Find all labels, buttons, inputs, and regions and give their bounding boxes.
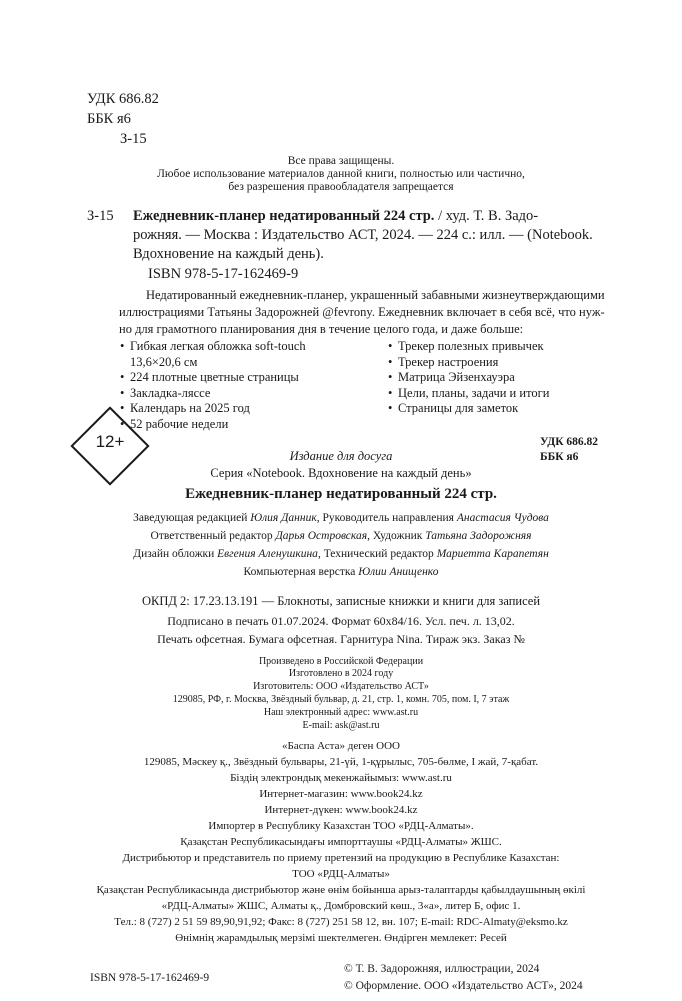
credits-line-2 (0, 530, 682, 542)
print-info-1: Подписано в печать 01.07.2024. Формат 60х84/16. Усл. печ. л. 13,02. (167, 614, 515, 628)
kz-line: Интернет-дүкен: www.book24.kz (264, 804, 418, 816)
credit-person: Юлия Данник (250, 512, 317, 524)
features-right-list (388, 339, 549, 417)
kz-line: ТОО «РДЦ-Алматы» (292, 868, 390, 880)
age-rating-label: 12+ (95, 432, 125, 451)
features-left-list (120, 339, 306, 433)
kz-line: Біздің электрондық мекенжайымыз: www.ast.ru (230, 772, 452, 784)
kz-line: Дистрибьютор и представитель по приему претензий на продукцию в Республике Казахстан: (122, 852, 560, 864)
credit-person: Анастасия Чудова (456, 512, 549, 524)
rights-line-2: Любое использование материалов данной книги, полностью или частично, (157, 168, 525, 180)
production-line: Наш электронный адрес: www.ast.ru (263, 707, 419, 718)
author-sign: З-15 (120, 131, 147, 147)
rights-line-3: без разрешения правообладателя запрещается (228, 181, 454, 193)
main-title: Ежедневник-планер недатированный 224 стр. (185, 486, 497, 502)
list-item-cont-text: 13,6×20,6 см (130, 354, 198, 369)
rights-line-1: Все права защищены. (287, 155, 395, 167)
kz-line: 129085, Мәскеу қ., Звёздный бульвары, 21-үй, 1-құрылыс, 705-бөлме, I жай, 7-қабат. (143, 756, 539, 768)
description-line-2: иллюстрациями Татьяны Задорожней @fevrony. Ежедневник включает в себя всё, что нуж- (119, 305, 605, 319)
production-line: E-mail: ask@ast.ru (302, 720, 380, 731)
kz-line: «РДЦ-Алматы» ЖШС, Алматы қ., Домбровский көш., 3«а», литер Б, офис 1. (161, 900, 521, 912)
kz-line: Импортер в Республику Казахстан ТОО «РДЦ-Алматы». (208, 820, 474, 832)
entry-line-1 (133, 208, 538, 225)
credit-role: Дизайн обложки (133, 548, 218, 560)
credit-person: Дарья Островская (275, 530, 368, 542)
credit-role: Заведующая редакцией (133, 512, 251, 524)
list-item: • 52 рабочие недели (120, 417, 306, 433)
entry-line-3: Вдохновение на каждый день). (133, 246, 324, 262)
kz-line: Қазақстан Республикасында дистрибьютор және өнім бойынша арыз-талаптарды қабылдаушының өкілі (96, 884, 586, 896)
credits-line-1 (0, 512, 682, 524)
credit-role: Компьютерная верстка (243, 566, 359, 578)
kz-line: Қазақстан Республикасындағы импорттаушы «РДЦ-Алматы» ЖШС. (180, 836, 502, 848)
credits-line-3 (0, 548, 682, 560)
credit-person: Мариетта Карапетян (436, 548, 549, 560)
okpd-code: ОКПД 2: 17.23.13.191 — Блокноты, записные книжки и книги для записей (141, 594, 541, 608)
list-item: • Трекер настроения (388, 355, 549, 371)
series-name: Серия «Notebook. Вдохновение на каждый день» (210, 466, 472, 480)
list-item: • Страницы для заметок (388, 401, 549, 417)
list-item: • Закладка-ляссе (120, 386, 306, 402)
list-item: • Календарь на 2025 год (120, 401, 306, 417)
entry-isbn: ISBN 978-5-17-162469-9 (148, 266, 299, 282)
list-item: • Гибкая легкая обложка soft-touch (120, 339, 306, 355)
bbk-code: ББК я6 (87, 111, 131, 127)
edition-type: Издание для досуга (289, 449, 393, 463)
entry-title: Ежедневник-планер недатированный 224 стр. (133, 208, 435, 224)
copyright-line-2: © Оформление. ООО «Издательство АСТ», 2024 (344, 980, 583, 992)
production-line: Произведено в Российской Федерации (258, 656, 424, 667)
list-item: • Цели, планы, задачи и итоги (388, 386, 549, 402)
entry-sign: З-15 (87, 208, 114, 224)
list-item-continuation (120, 355, 306, 371)
production-line: Изготовлено в 2024 году (288, 668, 394, 679)
credit-role: , Художник (367, 530, 426, 542)
list-item: • 224 плотные цветные страницы (120, 370, 306, 386)
credit-role: , Руководитель направления (316, 512, 457, 524)
kz-line: Интернет-магазин: www.book24.kz (259, 788, 423, 800)
production-line: Изготовитель: ООО «Издательство АСТ» (253, 681, 429, 692)
list-item: • Матрица Эйзенхауэра (388, 370, 549, 386)
copyright-line-1: © Т. В. Задорожняя, иллюстрации, 2024 (344, 963, 540, 975)
entry-line-1-rest: / худ. Т. В. Задо- (434, 208, 539, 224)
credit-person: Юлии Анищенко (358, 566, 439, 578)
credit-person: Татьяна Задорожняя (425, 530, 532, 542)
credit-role: Ответственный редактор (150, 530, 276, 542)
list-item: • Трекер полезных привычек (388, 339, 549, 355)
credits-line-4 (0, 566, 682, 578)
production-line: 129085, РФ, г. Москва, Звёздный бульвар, д. 21, стр. 1, комн. 705, пом. I, 7 этаж (172, 694, 510, 705)
description-line-3: но для грамотного планирования дня в течение целого года, и даже больше: (119, 322, 524, 336)
bbk-code-2: ББК я6 (540, 451, 579, 463)
udk-code-2: УДК 686.82 (540, 436, 599, 448)
footer-isbn: ISBN 978-5-17-162469-9 (90, 972, 210, 984)
entry-line-2: рожняя. — Москва : Издательство АСТ, 2024. — 224 с.: илл. — (Notebook. (133, 227, 593, 243)
kz-line: «Баспа Аста» деген ООО (282, 740, 400, 752)
print-info-2: Печать офсетная. Бумага офсетная. Гарнитура Nina. Тираж экз. Заказ № (157, 632, 525, 646)
credit-role: , Технический редактор (317, 548, 437, 560)
udk-code: УДК 686.82 (87, 91, 159, 107)
kz-line: Тел.: 8 (727) 2 51 59 89,90,91,92; Факс: 8 (727) 251 58 12, вн. 107; E-mail: RDC-Almaty@eksmo.kz (114, 916, 568, 928)
description-line-1: Недатированный ежедневник-планер, украшенный забавными жизнеутверждающими (146, 288, 605, 302)
credit-person: Евгения Аленушкина (217, 548, 318, 560)
kz-line: Өнімнің жарамдылық мерзімі шектелмеген. Өндірген мемлекет: Ресей (175, 932, 507, 944)
